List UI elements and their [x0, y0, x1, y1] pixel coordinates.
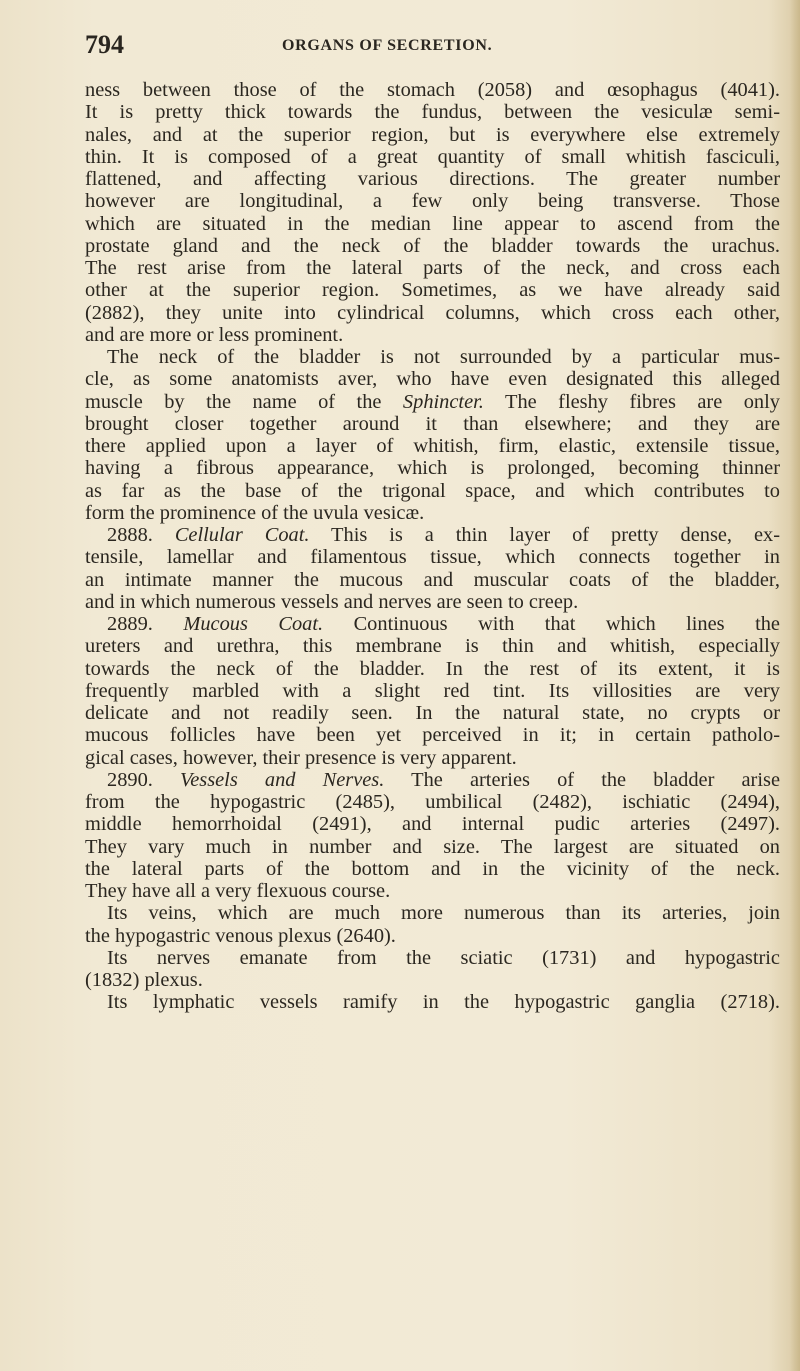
text-line: brought closer together around it than elsewhere; and they are [85, 412, 780, 435]
text-line: thin. It is composed of a great quantity of small whitish fasciculi, [85, 145, 780, 168]
text-line: Its nerves emanate from the sciatic (1731) and hypogastric [107, 946, 780, 969]
text-line: from the hypogastric (2485), umbilical (2482), ischiatic (2494), [85, 791, 780, 813]
text-fragment: Continuous with that which lines the [323, 613, 780, 635]
text-line: They have all a very flexuous course. [85, 880, 391, 902]
text-fragment: The fleshy fibres are only [483, 390, 780, 413]
section-title: Mucous Coat. [183, 613, 324, 635]
text-line: nales, and at the superior region, but is everywhere else extremely [85, 123, 780, 146]
text-line: which are situated in the median line appear to ascend from the [85, 212, 780, 235]
page-edge-shadow [790, 0, 800, 1371]
text-fragment: This is a thin layer of pretty dense, ex- [309, 524, 780, 546]
section-title: Cellular Coat. [174, 524, 310, 546]
text-line: tensile, lamellar and filamentous tissue, which connects together in [85, 546, 780, 569]
text-line: They vary much in number and size. The largest are situated on [85, 835, 780, 858]
text-line: The neck of the bladder is not surrounded by a particular mus- [107, 346, 780, 368]
text-line [85, 613, 780, 635]
text-line: having a fibrous appearance, which is prolonged, becoming thinner [85, 457, 780, 480]
text-line: frequently marbled with a slight red tint. Its villosities are very [85, 679, 780, 702]
text-line: form the prominence of the uvula vesicæ. [85, 501, 425, 524]
text-line: middle hemorrhoidal (2491), and internal pudic arteries (2497). [85, 813, 780, 836]
text-line: ureters and urethra, this membrane is thin and whitish, especially [85, 635, 780, 658]
text-line: the lateral parts of the bottom and in the vicinity of the neck. [85, 857, 780, 880]
text-line: as far as the base of the trigonal space, and which contributes to [85, 479, 780, 502]
text-line: prostate gland and the neck of the bladder towards the urachus. [85, 234, 780, 257]
text-line: Its lymphatic vessels ramify in the hypogastric ganglia (2718). [107, 991, 780, 1014]
text-fragment: muscle by the name of the [85, 390, 403, 413]
text-line: (1832) plexus. [85, 969, 203, 991]
text-line: The rest arise from the lateral parts of the neck, and cross each [85, 257, 780, 279]
page-header [0, 30, 800, 70]
text-line: other at the superior region. Sometimes, as we have already said [85, 279, 780, 302]
section-title: Vessels and Nerves. [180, 768, 385, 791]
text-line: and are more or less prominent. [85, 323, 344, 346]
text-line: flattened, and affecting various directions. The greater number [85, 168, 780, 190]
section-number: 2888. [107, 524, 175, 546]
italic-term: Sphincter. [402, 390, 484, 413]
text-line [85, 391, 780, 413]
text-line: mucous follicles have been yet perceived in it; in certain patholo- [85, 724, 780, 747]
section-number: 2889. [107, 613, 184, 635]
text-line: an intimate manner the mucous and muscular coats of the bladder, [85, 568, 780, 591]
text-line: cle, as some anatomists aver, who have even designated this alleged [85, 368, 780, 391]
text-line: ness between those of the stomach (2058) and œsophagus (4041). [85, 79, 780, 101]
text-line: It is pretty thick towards the fundus, between the vesiculæ semi- [85, 101, 780, 124]
text-line [85, 769, 780, 791]
running-head: ORGANS OF SECRETION. [282, 37, 493, 54]
text-line: and in which numerous vessels and nerves are seen to creep. [85, 590, 579, 613]
text-line: delicate and not readily seen. In the natural state, no crypts or [85, 702, 780, 724]
body-text [85, 79, 780, 1014]
text-fragment: The arteries of the bladder arise [384, 768, 780, 791]
text-line: (2882), they unite into cylindrical columns, which cross each other, [85, 301, 780, 324]
section-number: 2890. [107, 768, 181, 791]
text-line: towards the neck of the bladder. In the rest of its extent, it is [85, 657, 780, 680]
text-line: there applied upon a layer of whitish, firm, elastic, extensile tissue, [85, 435, 780, 457]
text-line: however are longitudinal, a few only being transverse. Those [85, 190, 780, 213]
text-line: the hypogastric venous plexus (2640). [85, 924, 396, 947]
text-line: Its veins, which are much more numerous than its arteries, join [107, 902, 780, 925]
text-line: gical cases, however, their presence is very apparent. [85, 746, 517, 769]
text-line [85, 524, 780, 546]
page-number: 794 [85, 30, 124, 59]
